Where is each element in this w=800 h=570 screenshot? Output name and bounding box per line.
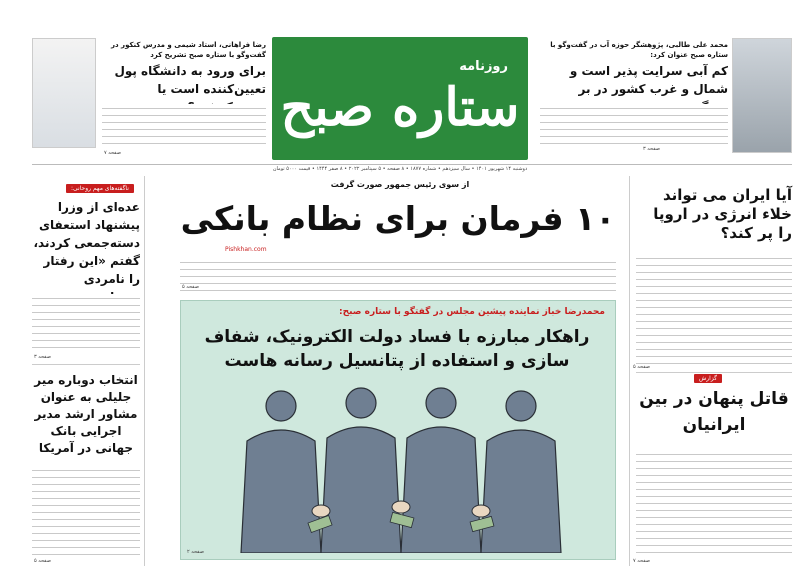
top-right-body — [540, 104, 728, 144]
main-page: صفحه ۵ — [182, 284, 199, 290]
right-story1-page: صفحه ۵ — [633, 364, 650, 370]
figure-3 — [401, 388, 481, 553]
right-story2-page: صفحه ۷ — [633, 558, 650, 564]
right-story2-headline[interactable]: قاتل پنهان در بین ایرانیان — [639, 389, 789, 435]
top-right-kicker: محمد علی طالبی، پژوهشگر حوزه آب در گفت‌وگو با ستاره صبح عنوان کرد: — [550, 41, 728, 59]
dateline: دوشنبه ۱۴ شهریور ۱۴۰۱ • سال سیزدهم • شماره ۱۸۷۷ • ۸ صفحه • ۵ سپتامبر ۲۰۲۲ • ۸ صفر ۱۴۴۴ • قیمت ۵۰۰۰ تومان — [272, 166, 528, 172]
figure-4 — [481, 391, 561, 553]
interview-page: صفحه ۲ — [187, 549, 204, 555]
top-left-body — [102, 104, 266, 144]
top-left-photo — [32, 38, 96, 148]
figure-1 — [241, 391, 321, 553]
masthead-logo — [272, 37, 528, 160]
interview-headline[interactable]: راهکار مبارزه با فساد دولت الکترونیک، شفاف سازی و استفاده از پتانسیل رسانه هاست — [204, 327, 590, 371]
right-story1-body — [636, 254, 792, 364]
interview-illustration — [221, 381, 581, 553]
top-right-photo — [732, 38, 792, 153]
left-column-divider — [144, 176, 145, 566]
left-story1-body — [32, 294, 140, 352]
hand-2 — [392, 501, 410, 513]
left-story1-headline[interactable]: عده‌ای از وزرا پیشنهاد استعفای دسته‌جمعی کردند، گفتم «این رفتار را نامردی — [33, 200, 140, 286]
left-separator — [32, 364, 140, 365]
left-story2-headline[interactable]: انتخاب دوباره میر جلیلی به عنوان مشاور ارشد مدیر اجرایی بانک جهانی در آمریکا — [34, 373, 138, 455]
top-left-page: صفحه ۷ — [104, 150, 121, 156]
right-story2-body — [636, 450, 792, 558]
left-story1-page: صفحه ۳ — [34, 354, 51, 360]
interview-box — [180, 300, 616, 560]
main-kicker: از سوی رئیس جمهور صورت گرفت — [330, 180, 470, 189]
left-story2-body — [32, 466, 140, 556]
left-story2-page: صفحه ۵ — [34, 558, 51, 564]
top-right-page: صفحه ۳ — [643, 146, 660, 152]
interview-kicker: محمدرضا خباز نماینده پیشین مجلس در گفتگو با ستاره صبح: — [339, 307, 605, 317]
main-headline[interactable]: ۱۰ فرمان برای نظام بانکی — [180, 199, 616, 238]
dateline-rule — [32, 164, 792, 165]
right-story2-tag: گزارش — [694, 374, 722, 383]
right-story1-headline[interactable]: آیا ایران می تواند خلاء انرژی در اروپا را پر کند؟ — [653, 186, 792, 242]
right-separator — [636, 372, 792, 373]
figure-2 — [321, 388, 401, 553]
top-left-headline[interactable]: برای ورود به دانشگاه پول تعیین‌کننده است یا — [114, 64, 266, 96]
masthead-small-label: روزنامه — [459, 59, 508, 74]
main-body — [180, 258, 616, 294]
right-column-divider — [629, 176, 630, 566]
hand-3 — [472, 505, 490, 517]
top-left-kicker: رضا فراهانی، استاد شیمی و مدرس کنکور در گفت‌وگو با ستاره صبح تشریح کرد — [110, 41, 266, 59]
top-right-headline[interactable]: کم آبی سرایت پذیر است و شمال و غرب کشور در بر — [569, 64, 728, 96]
hand-1 — [312, 505, 330, 517]
left-tag: ناگفته‌های مهم روحانی: — [66, 184, 134, 193]
masthead-name: ستاره صبح — [280, 77, 520, 138]
main-watermark: Pishkhan.com — [225, 246, 267, 253]
